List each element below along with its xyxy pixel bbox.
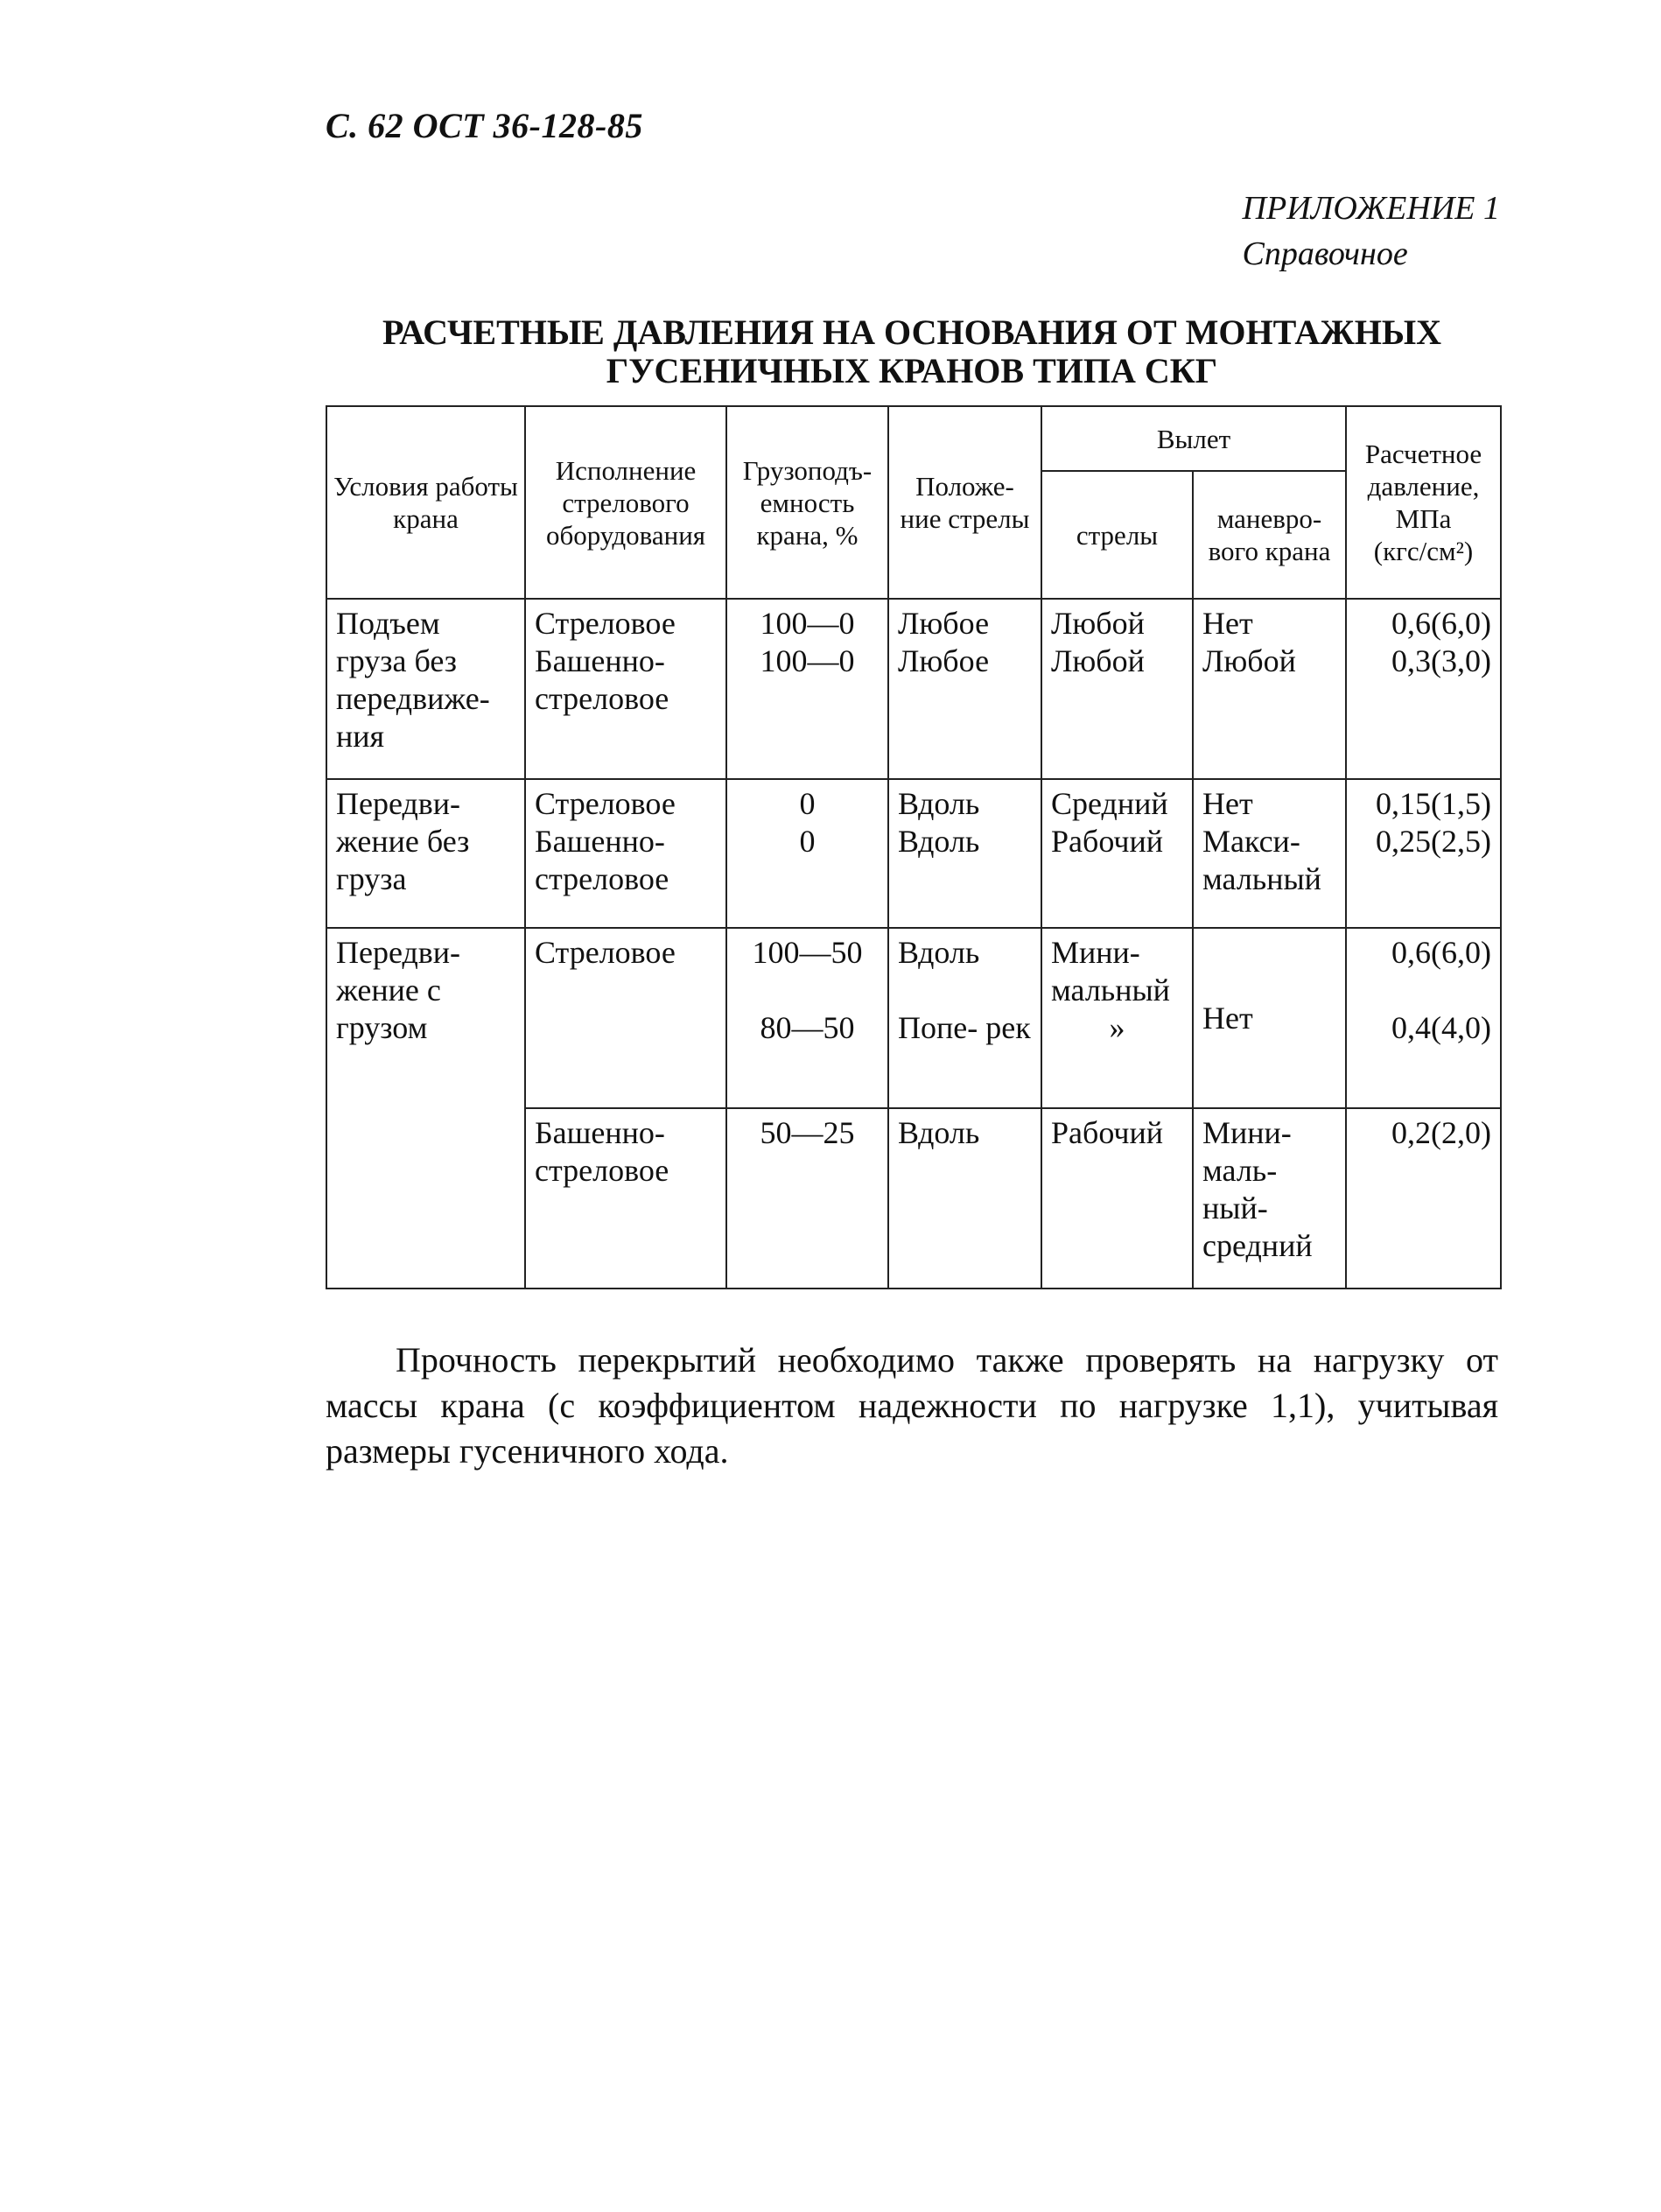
table-row (326, 928, 1501, 1108)
cell-maneuver-reach (1193, 779, 1346, 928)
cell-pressure (1346, 779, 1501, 928)
cell-capacity (726, 928, 888, 1108)
cell-line: 100—0 (760, 643, 855, 678)
cell-pressure: 0,2(2,0) (1346, 1108, 1501, 1289)
header-reach-boom: стрелы (1041, 471, 1193, 599)
cell-boom-reach (1041, 928, 1193, 1108)
appendix-number: ПРИЛОЖЕНИЕ 1 (1242, 190, 1500, 227)
cell-line: Попе- рек (898, 1010, 1031, 1045)
cell-line: Макси- мальный (1202, 824, 1321, 896)
cell-position: Вдоль (888, 1108, 1041, 1289)
cell-line: 0 (799, 824, 816, 859)
cell-capacity (726, 779, 888, 928)
note-text: Прочность перекрытий необходимо также проверять на нагрузку от массы крана (с коэффициентом надежности по нагрузке 1,1), учитывая размеры гусеничного хода. (326, 1340, 1498, 1471)
cell-spacer (736, 972, 879, 1009)
cell-line: 0,25(2,5) (1376, 824, 1491, 859)
appendix-label (1243, 186, 1500, 277)
cell-line: Стреловое (535, 606, 676, 641)
cell-line: Любое (898, 606, 990, 641)
cell-line: 0,3(3,0) (1391, 643, 1491, 678)
cell-spacer (898, 972, 1032, 1009)
cell-line: Рабочий (1051, 824, 1164, 859)
cell-maneuver-reach: Мини- маль- ный- средний (1193, 1108, 1346, 1289)
appendix-type: Справочное (1242, 235, 1408, 272)
cell-line: Башенно- стреловое (535, 643, 669, 716)
cell-line: Вдоль (898, 786, 980, 821)
cell-line: 0 (799, 786, 816, 821)
cell-line: Средний (1051, 786, 1168, 821)
header-pressure-label: Расчетное давление, МПа (1364, 439, 1482, 534)
cell-execution: Башенно- стреловое (525, 1108, 726, 1289)
cell-line: Любой (1051, 643, 1145, 678)
cell-line: Стреловое (535, 786, 676, 821)
cell-line: 0,6(6,0) (1391, 935, 1491, 970)
title-line-1: РАСЧЕТНЫЕ ДАВЛЕНИЯ НА ОСНОВАНИЯ ОТ МОНТАЖНЫХ (382, 312, 1442, 352)
cell-line: Любое (898, 643, 990, 678)
cell-execution (525, 779, 726, 928)
cell-maneuver-reach (1193, 599, 1346, 779)
cell-line: Любой (1051, 606, 1145, 641)
cell-line: Мини- мальный (1051, 935, 1170, 1008)
header-conditions: Условия работы крана (326, 406, 525, 599)
cell-maneuver-reach: Нет (1193, 928, 1346, 1108)
cell-line: Нет (1202, 606, 1253, 641)
cell-line: 0,15(1,5) (1376, 786, 1491, 821)
ditto-mark: » (1109, 1010, 1125, 1045)
cell-spacer (1356, 972, 1491, 1009)
header-reach: Вылет (1041, 406, 1346, 471)
cell-boom-reach: Рабочий (1041, 1108, 1193, 1289)
cell-conditions: Передви- жение с грузом (326, 928, 525, 1289)
header-pressure-unit: (кгс/см²) (1373, 536, 1474, 566)
cell-line: 0,4(4,0) (1391, 1010, 1491, 1045)
table-row (326, 599, 1501, 779)
cell-line: Нет (1202, 786, 1253, 821)
header-execution: Исполнение стрелового оборудования (525, 406, 726, 599)
cell-line: Вдоль (898, 824, 980, 859)
cell-line: 100—0 (760, 606, 855, 641)
cell-line: Любой (1202, 643, 1296, 678)
cell-line: 0,6(6,0) (1391, 606, 1491, 641)
title-line-2: ГУСЕНИЧНЫХ КРАНОВ ТИПА СКГ (606, 351, 1218, 390)
cell-execution: Стреловое (525, 928, 726, 1108)
cell-line: 80—50 (760, 1010, 855, 1045)
cell-conditions: Передви- жение без груза (326, 779, 525, 928)
page-header: С. 62 ОСТ 36-128-85 (326, 106, 643, 145)
document-title (326, 313, 1498, 390)
pressure-table (326, 405, 1502, 1289)
note-paragraph (326, 1338, 1498, 1474)
cell-boom-reach (1041, 779, 1193, 928)
header-reach-maneuver: маневро- вого крана (1193, 471, 1346, 599)
cell-line: Вдоль (898, 935, 980, 970)
cell-capacity (726, 599, 888, 779)
header-pressure (1346, 406, 1501, 599)
cell-line: 100—50 (752, 935, 863, 970)
cell-position (888, 599, 1041, 779)
cell-pressure (1346, 599, 1501, 779)
cell-conditions: Подъем груза без передвиже- ния (326, 599, 525, 779)
cell-capacity: 50—25 (726, 1108, 888, 1289)
cell-line: Башенно- стреловое (535, 824, 669, 896)
cell-boom-reach (1041, 599, 1193, 779)
header-row-1 (326, 406, 1501, 471)
cell-pressure (1346, 928, 1501, 1108)
table-row (326, 779, 1501, 928)
cell-execution (525, 599, 726, 779)
cell-position (888, 928, 1041, 1108)
header-position: Положе- ние стрелы (888, 406, 1041, 599)
header-capacity: Грузоподъ- емность крана, % (726, 406, 888, 599)
cell-position (888, 779, 1041, 928)
